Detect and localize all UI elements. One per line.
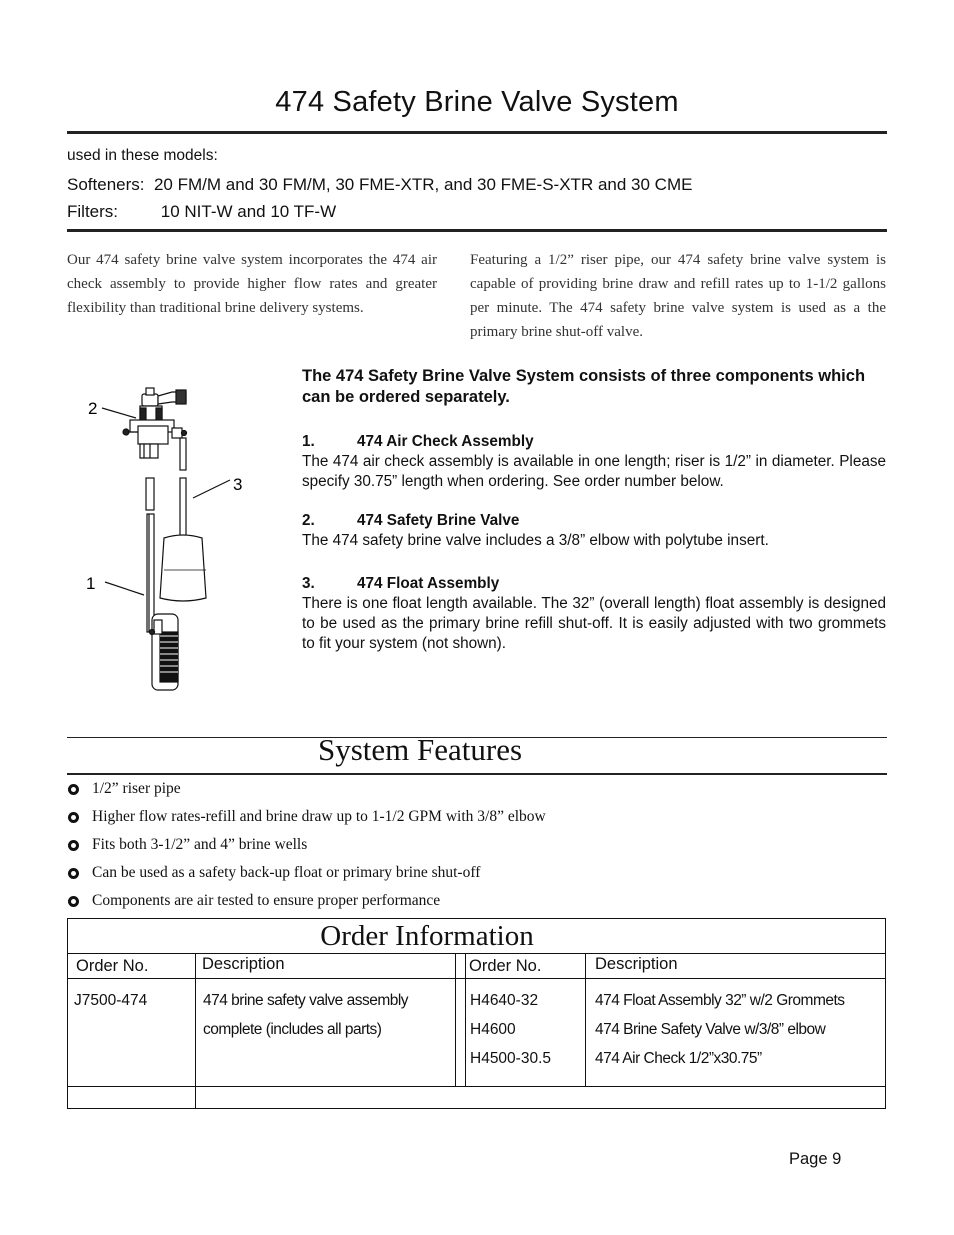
feature-item [67,891,546,919]
intro-left-paragraph: Our 474 safety brine valve system incorporates the 474 air check assembly to provide higher flow rates and greater flexibility than traditional brine delivery systems. [67,252,437,316]
components-heading: The 474 Safety Brine Valve System consists of three components which can be ordered separately. [302,367,866,406]
air-check-cartridge [150,614,179,690]
order-no-header-right: Order No. [469,957,542,975]
page-number: Page 9 [789,1150,842,1168]
valve-system-diagram [80,380,270,692]
callout-2-leader [102,408,136,418]
callout-3: 3 [233,475,243,494]
description-left-line1: 474 brine safety valve assembly [203,992,409,1009]
feature-item [67,863,546,891]
feature-text: Components are air tested to ensure proper performance [92,892,441,909]
component-2-heading [302,511,886,531]
bullet-icon [68,812,79,823]
page-title: 474 Safety Brine Valve System [275,86,679,118]
models-label: used in these models: [67,147,218,164]
description-header-left: Description [202,955,285,973]
features-list [67,779,546,919]
bullet-icon [68,840,79,851]
feature-text: Higher flow rates-refill and brine draw up to 1-1/2 GPM with 3/8” elbow [92,808,546,825]
component-3-text: There is one float length available. The 32” (overall length) float assembly is designed to be used as the primary brine refill shut-off. It is easily adjusted with two grommets to fit your system (not shown). [302,595,886,652]
component-2-name: 474 Safety Brine Valve [357,512,520,529]
description-right: 474 Float Assembly 32” w/2 Grommets [595,992,845,1009]
models-rule [67,229,887,232]
component-3-heading [302,574,886,594]
order-col-divider-1 [195,953,196,1109]
component-2-text: The 474 safety brine valve includes a 3/8” elbow with polytube insert. [302,532,769,549]
component-3-number: 3. [302,575,315,592]
component-3-name: 474 Float Assembly [357,575,500,592]
component-1-heading [302,432,886,452]
order-no-right: H4600 [470,1021,516,1038]
bullet-icon [68,868,79,879]
description-right: 474 Brine Safety Valve w/3/8” elbow [595,1021,826,1038]
brine-valve-body [123,388,187,458]
order-header-top-line [67,953,886,954]
softeners-line [67,175,692,195]
softeners-label: Softeners: [67,175,145,194]
feature-text: Can be used as a safety back-up float or primary brine shut-off [92,864,481,881]
features-title: System Features [317,732,523,767]
order-header-bottom-line [67,978,886,979]
description-right: 474 Air Check 1/2”x30.75” [595,1050,762,1067]
component-1-name: 474 Air Check Assembly [357,433,534,450]
features-bottom-rule [67,773,887,775]
component-1-text: The 474 air check assembly is available in one length; riser is 1/2” in diameter. Please specify 30.75” length when ordering. See order number below. [302,453,886,490]
float-assembly [160,478,206,601]
title-rule [67,131,887,134]
feature-text: Fits both 3-1/2” and 4” brine wells [92,836,308,853]
order-no-right: H4500-30.5 [470,1050,552,1067]
component-1-number: 1. [302,433,315,450]
description-header-right: Description [595,955,678,973]
air-check-tube [146,478,154,632]
component-2-number: 2. [302,512,315,529]
bullet-icon [68,896,79,907]
feature-text: 1/2” riser pipe [92,780,181,797]
filters-models: 10 NIT-W and 10 TF-W [160,202,337,221]
callout-1: 1 [86,574,96,593]
feature-item [67,807,546,835]
order-no-header-left: Order No. [76,957,149,975]
intro-right-paragraph: Featuring a 1/2” riser pipe, our 474 safety brine valve system is capable of providing brine draw and refill rates up to 1-1/2 gallons per minute. The 474 safety brine valve system is used as a the primary brine shut-off valve. [470,252,886,340]
callout-3-leader [193,480,230,498]
order-col-divider-2 [455,953,456,1086]
order-col-divider-4 [585,953,586,1086]
callout-1-leader [105,582,144,595]
callout-2: 2 [88,399,98,418]
feature-item [67,779,546,807]
order-title: Order Information [320,920,534,952]
filters-line [67,202,336,222]
feature-item [67,835,546,863]
riser-segment-top [180,438,186,470]
order-col-divider-3 [465,953,466,1086]
softeners-models: 20 FM/M and 30 FM/M, 30 FME-XTR, and 30 FME-S-XTR and 30 CME [153,175,693,194]
bullet-icon [68,784,79,795]
order-no-left: J7500-474 [74,992,148,1009]
description-left-line2: complete (includes all parts) [203,1021,382,1038]
filters-label: Filters: [67,202,118,221]
order-no-right: H4640-32 [470,992,539,1009]
components-section [302,366,886,654]
order-footer-line [67,1086,886,1087]
